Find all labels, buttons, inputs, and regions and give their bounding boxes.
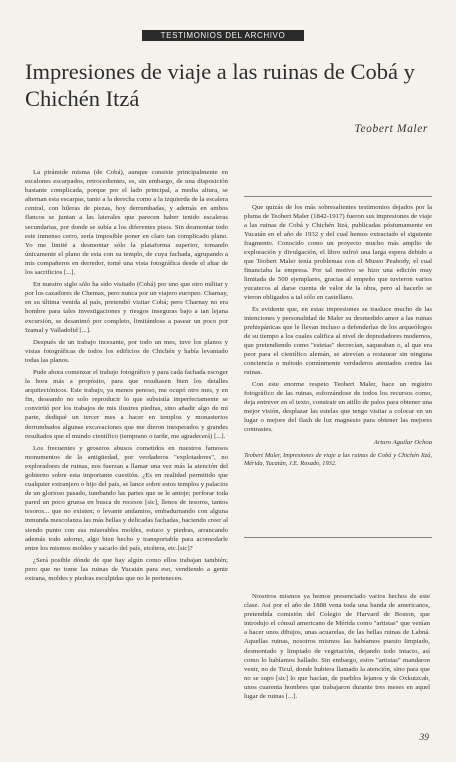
body-paragraph: La pirámide misma (de Cobá), aunque consiste principalmente en escalones escarpados, retrocedientes, es, sin embargo, de una disposición bastante complicada, porque por el lado principal, a media altura, se alternan esta escarpas, tanto a la derecha como a la izquierda de la escalera central, con hileras de piezas, hoy derrumbadas, y además en ambos flancos se juntan a las laterales que parecen haber tenido escaleras secundarias, por donde se subía a los diferentes pisos. Sin desmontar todo este inmenso cerro, sería imposible poner en claro tan complicado plano. Yo me limité a desmontar sólo la plataforma superior, tomando únicamente el plano de esta con su templo, de cuya fachada, agrupando a mis compañeros en derredor, tomé una vista fotográfica desde el altar de los sacrificios [...]. (25, 169, 228, 277)
body-paragraph: En nuestro siglo sólo ha sido visitado (Cobá) por uno que otro militar y por los cazadores de Chemax, pero nunca por un viajero europeo. Charnay, en su última venida al país, pretendió visitar Cobá; pero Charnay no era hombre para tales investigaciones y riesgos inseguras bajo a tan lejana excursión, se desanimó por completo, limitándose a pasear un poco por Izamal y Valladolid [...]. (25, 281, 228, 334)
note-paragraph: Que quizás de los más sobresalientes testimonios dejados por la pluma de Teobert Maler (1842-1917) fueron sus impresiones de viaje a las ruinas de Cobá y Chichén Itzá, publicadas póstumamente en Yucatán en el año de 1932 y del cual hemos extractado el siguiente fragmento. Conocido como un proyecto mucho más amplio de exploración y divulgación, el libro sufrió una larga espera debido a que Teobert Maler tenía problemas con el Museo Peabody, el cual financiaba la empresa. Por tal motivo se hizo una edición muy limitada de 500 ejemplares, gracias al empeño que tuvieron varios yucatecos al darse cuenta de valor de la obra, pero al hacerlo se vieron obligados a tal sólo en castellano. (244, 204, 432, 301)
editorial-note-box (244, 196, 432, 538)
left-column (25, 168, 228, 586)
note-paragraph: Con este enorme respeto Teobert Maler, hace un registro fotográfico de las ruinas, esforzándose de todos los recursos como, deja entrever en el texto, constrair un atillo de palos para obtener una mejor visión, desplazar las estelas que tengo visitar a colocar en un lugar o mejore del flash de luz magnesio para obtener las mejores contrastes. (244, 381, 432, 433)
body-paragraph: ¿Será posible dónde de que hay algún como ellos trabajan también; pero que no tome las ruinas de Yucatán para eso, vendiendo a gente extrana, moldes y piedras esculpidas que no le pertenecen. (25, 556, 228, 583)
body-paragraph: Los frecuentes y groseros abusos cometidos en nuestros famosos monumentos de la antigüedad, por verdaderos "explotadores", no exploradores de ruinas, nos fuerzan a llamar una vez más la atención del gobierno sobre esta importante cuestión. ¿Es en realidad permitido que cualquier extranjero o hijo del país, se lance sobre estos templos y palacios de un glorioso pasado, tumbando las partes que se le antoje; perforar toda pared un poco gruesa en busca de recesos [sic], llenos de tesoros, tantos tesoros... que no existen; o levante andamios, embadurnando con alguna inmunda mescolanza las más bellas y delicadas fachadas, haciendo creer al siendo punto con sus miserables moldes, estuco y piedras, arrancando además todo adorno, algo bien hecho y transportable para acomodarle entre los mismos moldes y sacarlo del país, etcétera, etc.[sic]? (25, 444, 228, 552)
author-name: Teobert Maler (354, 123, 428, 135)
note-citation: Teobert Maler, Impresiones de viaje a las ruinas de Cobá y Chichén Itzá, Mérida, Yucatán, J.E. Rosado, 1932. (244, 452, 432, 468)
note-signature: Arturo Aguilar Ochoa (373, 439, 432, 446)
page-number: 39 (419, 733, 429, 743)
body-paragraph: Nosotros mismos ya hemos presenciado varios hechos de este clase. Así por el año de 1888 vena toda una banda de americanos, pretendida comisión del Colegio de Harvard de Boston, que introdujo el cónsul americano de Mérida como "artistas" que venían a hacer unos dibujos, unas acuarelas, de las bellas ruinas de Labná. Aquellas ruinas, nosotros mismos las habíamos puesto limpiado, desmontado y limpiado de vegetación, dejando todo intacto, así como lo habíamos hallado. Sin embargo, estos "artistas" mandaron venir, no de Ticul, donde hubiera llamado la atención, sino para que no se supo [sic] lo que hacían, de pueblos lejanos y de Oxkutzcab, unos cuarenta hombres que trabajaron durante tres meses en aquel lugar de ruinas [...]. (244, 593, 430, 701)
right-column-text (244, 592, 430, 701)
note-paragraph: Es evidente que, en estas impresiones se trasluce mucho de las intenciones y personalidad de Maler su desmedido amor a las ruinas prehispánicas que le llevan incluso a defenderlas de los arqueólogos de su tiempo a los cuales califica al nivel de depredadores modernos, que pretendiendo como "estetas" decrecían, saqueaban o, al que era peor para el científico alemán, se atrevían a restaurar sin ninguna conciencia o método comúnmente verdaderos atentados contra las ruinas. (244, 306, 432, 376)
section-label: TESTIMONIOS DEL ARCHIVO (142, 30, 304, 41)
article-title: Impresiones de viaje a las ruinas de Cobá y Chichén Itzá (25, 59, 415, 111)
body-paragraph: Pude ahora comenzar el trabajo fotográfico y para cada fachada escoger la hora más a propósito, para que resultasen bien los detalles arquitectónicos. Este trabajo, ya menos penoso, me ocupó otro mes, y en fin, deseando no solo reproducir lo que subsistía imperfectamente se convirtió por los trabajos de mis ilustres piedras, sino añadir algo de mi parte, dediqué un tercer mes a hacer en templos y monasterios derrumbados algunas excavaciones que me dieron inesperados y grandes resultados que el mundo científico (temprano o tarde, me agradecerá) [...]. (25, 368, 228, 440)
body-paragraph: Después de un trabajo incesante, por todo un mes, tuve los planos y vistas fotográficas de todos los edificios de Chichén y había levantado todas las planos. (25, 338, 228, 364)
